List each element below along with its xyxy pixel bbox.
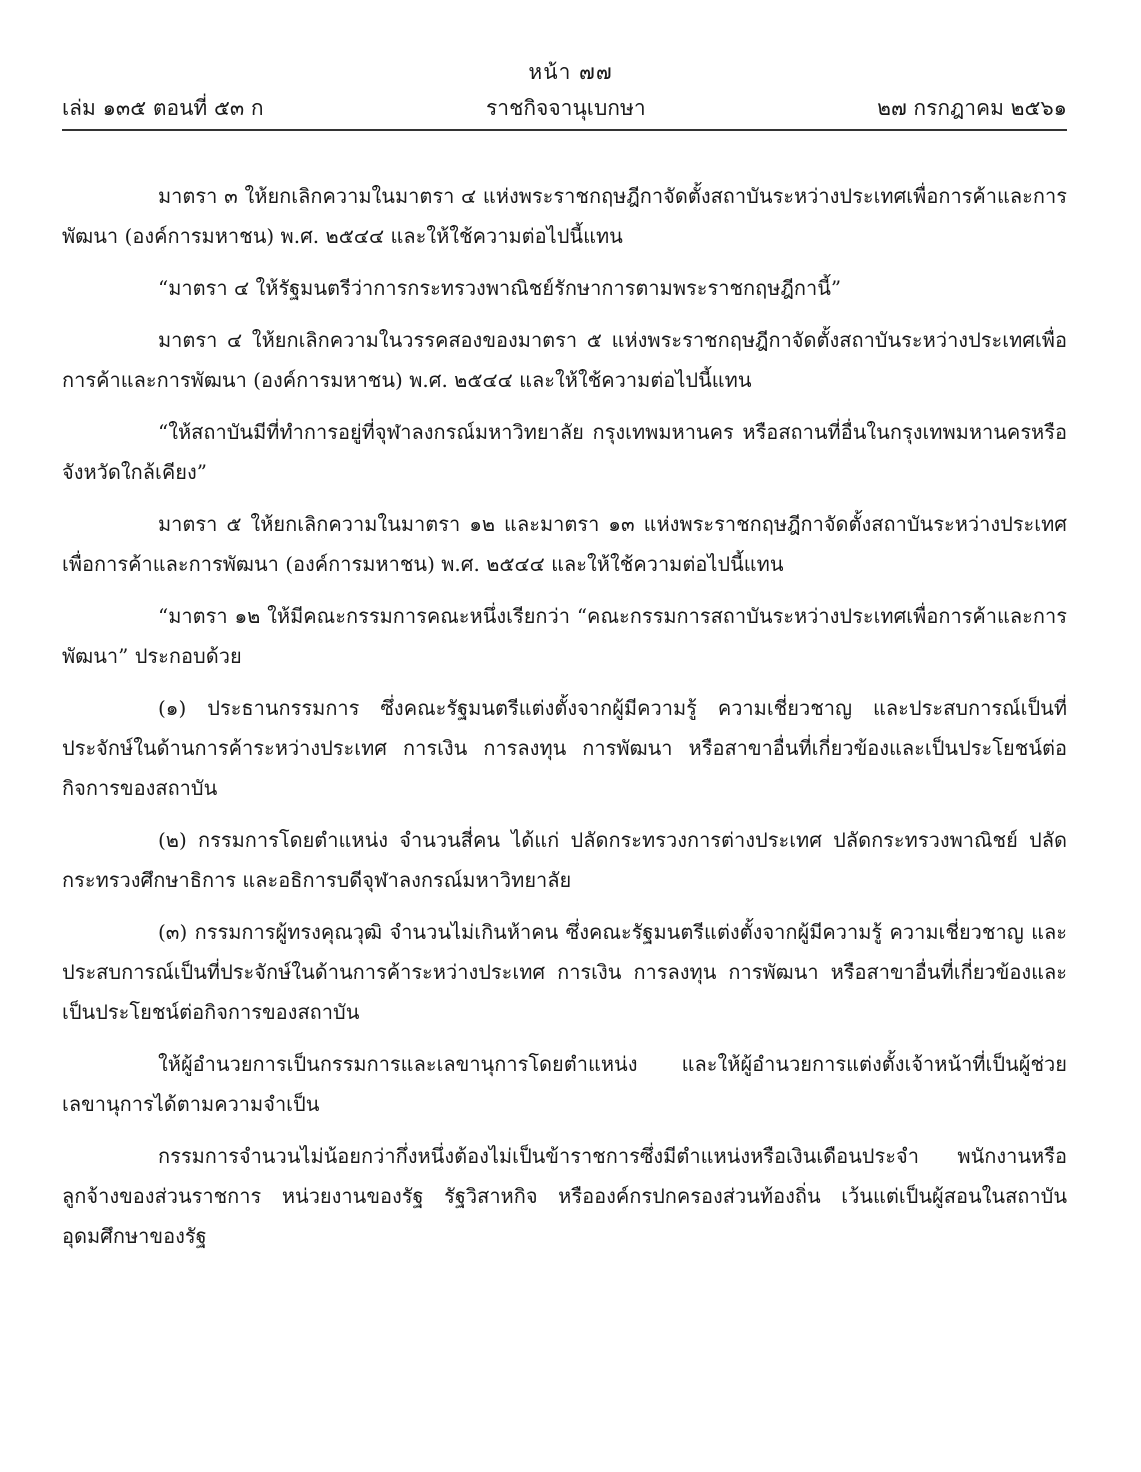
document-body bbox=[62, 176, 1067, 1268]
paragraph-quote-office-location: “ให้สถาบันมีที่ทำการอยู่ที่จุฬาลงกรณ์มหาวิทยาลัย กรุงเทพมหานคร หรือสถานที่อื่นในกรุงเทพมหานครหรือจังหวัดใกล้เคียง” bbox=[62, 420, 1067, 484]
paragraph-item-1: (๑) ประธานกรรมการ ซึ่งคณะรัฐมนตรีแต่งตั้งจากผู้มีความรู้ ความเชี่ยวชาญ และประสบการณ์เป็นที่ประจักษ์ในด้านการค้าระหว่างประเทศ การเงิน การลงทุน การพัฒนา หรือสาขาอื่นที่เกี่ยวข้องและเป็นประโยชน์ต่อกิจการของสถาบัน bbox=[62, 696, 1067, 800]
publication-date: ๒๗ กรกฎาคม ๒๕๖๑ bbox=[877, 96, 1067, 120]
volume-issue: เล่ม ๑๓๕ ตอนที่ ๕๓ ก bbox=[62, 96, 264, 120]
page-number: หน้า ๗๗ bbox=[528, 60, 613, 84]
paragraph-item-2: (๒) กรรมการโดยตำแหน่ง จำนวนสี่คน ได้แก่ ปลัดกระทรวงการต่างประเทศ ปลัดกระทรวงพาณิชย์ ปลัดกระทรวงศึกษาธิการ และอธิการบดีจุฬาลงกรณ์มหาวิทยาลัย bbox=[62, 828, 1067, 892]
paragraph-section-3: มาตรา ๓ ให้ยกเลิกความในมาตรา ๔ แห่งพระราชกฤษฎีกาจัดตั้งสถาบันระหว่างประเทศเพื่อการค้าและการพัฒนา (องค์การมหาชน) พ.ศ. ๒๕๔๔ และให้ใช้ความต่อไปนี้แทน bbox=[62, 184, 1067, 248]
paragraph-secretary: ให้ผู้อำนวยการเป็นกรรมการและเลขานุการโดยตำแหน่ง และให้ผู้อำนวยการแต่งตั้งเจ้าหน้าที่เป็นผู้ช่วยเลขานุการได้ตามความจำเป็น bbox=[62, 1052, 1067, 1116]
publication-name: ราชกิจจานุเบกษา bbox=[486, 96, 646, 120]
paragraph-member-requirement: กรรมการจำนวนไม่น้อยกว่ากึ่งหนึ่งต้องไม่เป็นข้าราชการซึ่งมีตำแหน่งหรือเงินเดือนประจำ พนักงานหรือลูกจ้างของส่วนราชการ หน่วยงานของรัฐ รัฐวิสาหกิจ หรือองค์กรปกครองส่วนท้องถิ่น เว้นแต่เป็นผู้สอนในสถาบันอุดมศึกษาของรัฐ bbox=[62, 1144, 1067, 1248]
paragraph-section-4: มาตรา ๔ ให้ยกเลิกความในวรรคสองของมาตรา ๕ แห่งพระราชกฤษฎีกาจัดตั้งสถาบันระหว่างประเทศเพื่อการค้าและการพัฒนา (องค์การมหาชน) พ.ศ. ๒๕๔๔ และให้ใช้ความต่อไปนี้แทน bbox=[62, 328, 1067, 392]
gazette-header bbox=[62, 92, 1067, 126]
paragraph-section-5: มาตรา ๕ ให้ยกเลิกความในมาตรา ๑๒ และมาตรา ๑๓ แห่งพระราชกฤษฎีกาจัดตั้งสถาบันระหว่างประเทศเพื่อการค้าและการพัฒนา (องค์การมหาชน) พ.ศ. ๒๕๔๔ และให้ใช้ความต่อไปนี้แทน bbox=[62, 512, 1067, 576]
paragraph-quote-section-4: “มาตรา ๔ ให้รัฐมนตรีว่าการกระทรวงพาณิชย์รักษาการตามพระราชกฤษฎีกานี้” bbox=[158, 276, 842, 300]
paragraph-item-3: (๓) กรรมการผู้ทรงคุณวุฒิ จำนวนไม่เกินห้าคน ซึ่งคณะรัฐมนตรีแต่งตั้งจากผู้มีความรู้ ความเชี่ยวชาญ และประสบการณ์เป็นที่ประจักษ์ในด้านการค้าระหว่างประเทศ การเงิน การลงทุน การพัฒนา หรือสาขาอื่นที่เกี่ยวข้องและเป็นประโยชน์ต่อกิจการของสถาบัน bbox=[62, 920, 1067, 1024]
header-divider bbox=[62, 129, 1067, 131]
paragraph-quote-section-12: “มาตรา ๑๒ ให้มีคณะกรรมการคณะหนึ่งเรียกว่า “คณะกรรมการสถาบันระหว่างประเทศเพื่อการค้าและการพัฒนา” ประกอบด้วย bbox=[62, 604, 1067, 668]
